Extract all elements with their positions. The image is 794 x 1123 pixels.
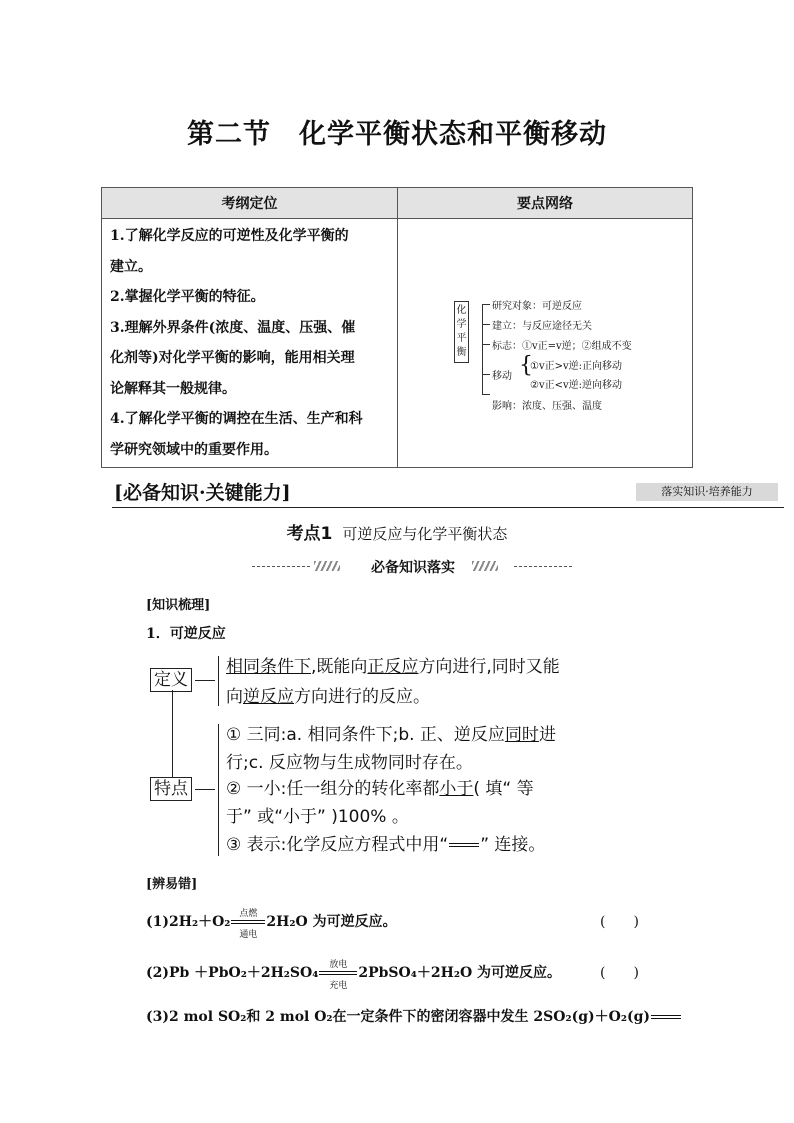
objective-line: 化剂等)对化学平衡的影响，能用相关理 — [110, 350, 355, 366]
section-tag: 落实知识·培养能力 — [636, 483, 778, 501]
features-line3: ② 一小:任一组分的转化率都小于( 填“ 等 — [226, 779, 534, 799]
objective-line: 建立。 — [110, 258, 152, 275]
question-3: (3)2 mol SO₂和 2 mol O₂在一定条件下的密闭容器中发生 2SO₂(g)＋O₂(g) — [146, 1006, 682, 1026]
network-item: ②v正<v逆:逆向移动 — [530, 380, 623, 391]
question-1: (1)2H₂＋O₂ 点燃 通电 2H₂O 为可逆反应。 — [146, 909, 397, 940]
zhishi-heading: [知识梳理] — [146, 598, 211, 613]
definition-bracket — [218, 656, 225, 706]
reversible-arrow-icon — [449, 838, 479, 852]
bianyicuo-heading: [辨易错] — [146, 877, 198, 892]
page-title: 第二节 化学平衡状态和平衡移动 — [187, 119, 607, 150]
objective-line: 学研究领域中的重要作用。 — [110, 441, 278, 458]
reversible-arrow-icon — [651, 1010, 681, 1024]
outline-table — [101, 187, 693, 468]
features-line2: 行;c. 反应物与生成物同时存在。 — [226, 753, 473, 773]
move-brace-icon: { — [519, 353, 533, 378]
subheading — [252, 557, 574, 577]
network-move-label: 移动 — [492, 371, 512, 382]
subheading-label: 必备知识落实 — [371, 560, 455, 576]
item1-heading: 1．可逆反应 — [146, 626, 226, 642]
answer-blank[interactable]: ( ) — [600, 965, 639, 981]
objective-line: 论解释其一般规律。 — [110, 380, 236, 397]
definition-label: 定义 — [150, 668, 192, 692]
kaodian-label: 考点1 — [286, 524, 333, 544]
network-item: 研究对象：可逆反应 — [492, 301, 582, 312]
features-label: 特点 — [150, 777, 192, 801]
kaodian-heading — [0, 519, 794, 544]
reaction-arrow-icon: 点燃 通电 — [231, 915, 265, 929]
features-line4: 于” 或“小于” )100% 。 — [226, 807, 409, 827]
network-root: 化学平衡 — [454, 301, 469, 363]
network-brace — [482, 304, 489, 394]
kaodian-text: 可逆反应与化学平衡状态 — [342, 525, 508, 543]
network-item: ①v正>v逆:正向移动 — [530, 361, 623, 372]
objective-line: 1.了解化学反应的可逆性及化学平衡的 — [110, 228, 349, 244]
answer-blank[interactable]: ( ) — [600, 914, 639, 930]
objectives-list — [102, 219, 397, 465]
features-line1: ① 三同:a. 相同条件下;b. 正、逆反应同时进 — [226, 725, 556, 745]
objective-line: 2.掌握化学平衡的特征。 — [110, 289, 265, 305]
question-2: (2)Pb ＋PbO₂＋2H₂SO₄ 放电 充电 2PbSO₄＋2H₂O 为可逆反应。 — [146, 960, 562, 991]
knowledge-network — [398, 219, 692, 467]
features-line5: ③ 表示:化学反应方程式中用“ ” 连接。 — [226, 835, 546, 855]
network-item: 影响：浓度、压强、温度 — [492, 401, 602, 412]
reaction-arrow-icon: 放电 充电 — [319, 966, 357, 980]
network-cell — [398, 219, 693, 468]
objectives-cell — [102, 219, 398, 468]
definition-line1: 相同条件下,既能向正反应方向进行,同时又能 — [226, 657, 560, 677]
network-item: 建立：与反应途径无关 — [492, 321, 592, 332]
definition-line2: 向逆反应方向进行的反应。 — [226, 687, 430, 707]
section-title: [必备知识·关键能力] — [114, 482, 291, 504]
col-header-objectives: 考纲定位 — [102, 188, 398, 219]
objective-line: 3.理解外界条件(浓度、温度、压强、催 — [110, 319, 356, 336]
col-header-network: 要点网络 — [398, 188, 693, 219]
network-item: 标志：①v正=v逆；②组成不变 — [492, 341, 632, 352]
features-bracket — [218, 724, 225, 856]
objective-line: 4.了解化学平衡的调控在生活、生产和科 — [110, 411, 363, 427]
connector-line — [172, 690, 173, 778]
